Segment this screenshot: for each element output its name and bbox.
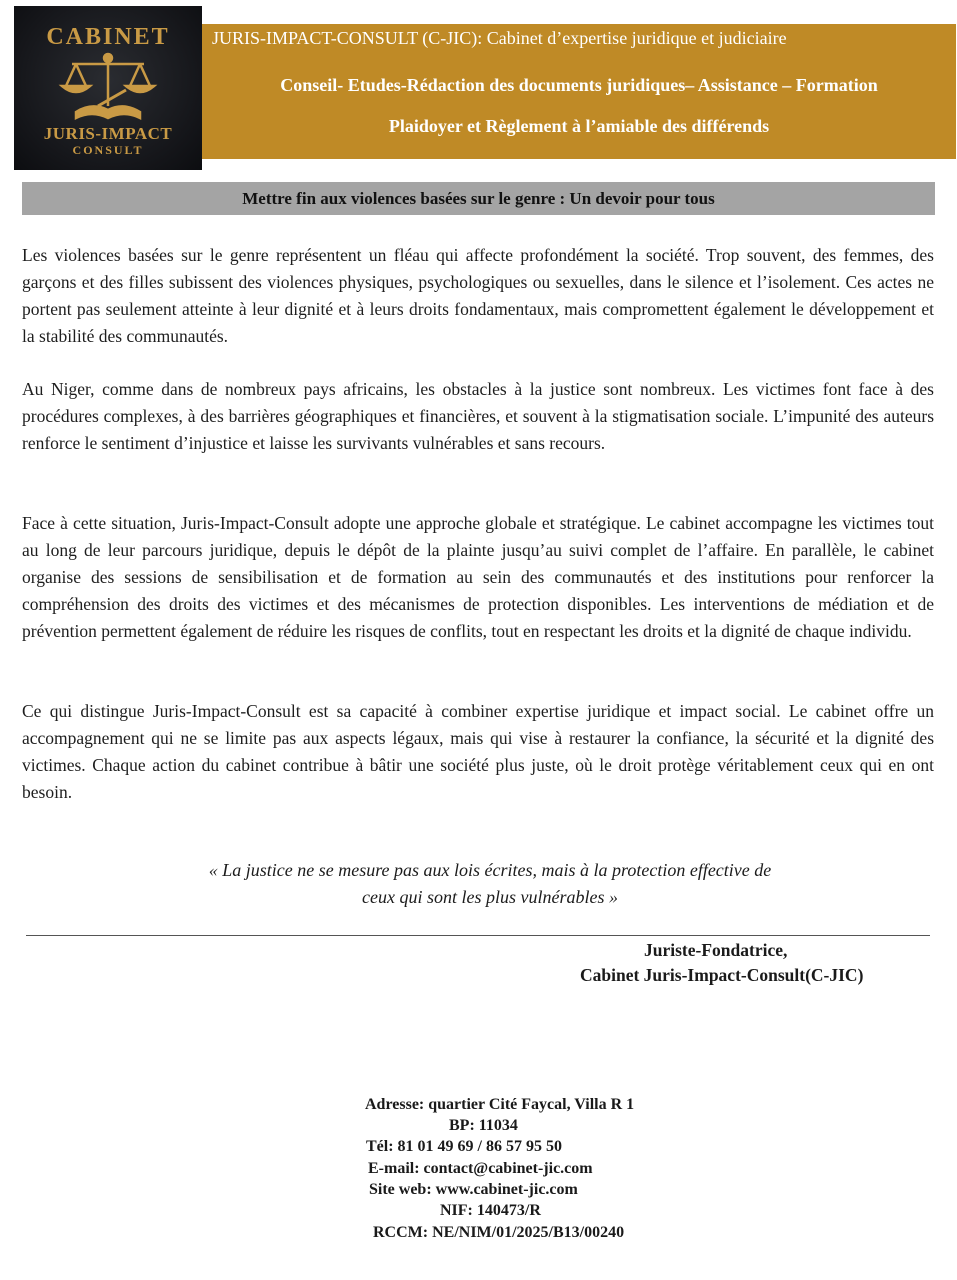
paragraph-distinction: Ce qui distingue Juris-Impact-Consult est sa capacité à combiner expertise juridique et impact social. Le cabinet offre un accompagnement qui ne se limite pas aux aspects légaux, mais qui vise à restaurer la confiance, la sécurité et la dignité des victimes. Chaque action du cabinet contribue à bâtir une société plus juste, où le droit protège véritablement ceux qui en ont besoin.	[22, 701, 934, 802]
footer-bp: BP: 11034	[449, 1117, 518, 1134]
logo-juris-impact-text: JURIS-IMPACT	[43, 124, 173, 143]
paragraph-approach: Face à cette situation, Juris-Impact-Consult adopte une approche globale et stratégique. Le cabinet accompagne les victimes tout au long de leur parcours juridique, depuis le dépôt de la plainte jusqu’au suivi complet de l’affaire. En parallèle, le cabinet organise des sessions de sensibilisation et de formation au sein des communautés et des institutions pour renforcer la compréhension des droits des victimes et des mécanismes de protection disponibles. Les interventions de médiation et de prévention permettent également de réduire les risques de conflits, tout en respectant les droits et la dignité de chaque individu.	[22, 513, 934, 641]
header-advocacy-line: Plaidoyer et Règlement à l’amiable des différends	[388, 116, 770, 136]
signature-organization: Cabinet Juris-Impact-Consult(C-JIC)	[580, 965, 864, 985]
paragraph-niger-context: Au Niger, comme dans de nombreux pays africains, les obstacles à la justice sont nombreux. Les victimes font face à des procédures complexes, à des barrières géographiques et financières, et souvent à la stigmatisation sociale. L’impunité des auteurs renforce le sentiment d’injustice et laisse les survivants vulnérables et sans recours.	[22, 379, 934, 453]
header-firm-name: JURIS-IMPACT-CONSULT (C-JIC): Cabinet d’expertise juridique et judiciaire	[212, 28, 787, 48]
footer-rccm: RCCM: NE/NIM/01/2025/B13/00240	[373, 1224, 625, 1241]
quote-line-1: « La justice ne se mesure pas aux lois écrites, mais à la protection effective de	[208, 860, 772, 880]
cabinet-logo	[14, 6, 202, 170]
paragraph-intro: Les violences basées sur le genre représentent un fléau qui affecte profondément la société. Trop souvent, des femmes, des garçons et des filles subissent des violences physiques, psychologiques ou sexuelles, dans le silence et l’isolement. Ces actes ne portent pas seulement atteinte à leur dignité et à leurs droits fondamentaux, mais compromettent également le développement et la stabilité des communautés.	[22, 245, 934, 346]
quote-line-2: ceux qui sont les plus vulnérables »	[362, 887, 618, 907]
logo-cabinet-text: CABINET	[46, 24, 170, 50]
header-banner	[202, 24, 956, 159]
footer-email: E-mail: contact@cabinet-jic.com	[368, 1160, 593, 1177]
footer-nif: NIF: 140473/R	[440, 1202, 541, 1219]
logo-consult-text: CONSULT	[72, 143, 144, 157]
footer-address: Adresse: quartier Cité Faycal, Villa R 1	[365, 1096, 635, 1113]
signature-role: Juriste-Fondatrice,	[644, 940, 788, 960]
footer-website: Site web: www.cabinet-jic.com	[369, 1181, 578, 1198]
footer-phone: Tél: 81 01 49 69 / 86 57 95 50	[366, 1138, 562, 1155]
header-services-line: Conseil- Etudes-Rédaction des documents juridiques– Assistance – Formation	[280, 75, 878, 95]
closing-quote	[110, 857, 870, 911]
article-title: Mettre fin aux violences basées sur le genre : Un devoir pour tous	[22, 182, 935, 215]
divider	[26, 935, 930, 936]
